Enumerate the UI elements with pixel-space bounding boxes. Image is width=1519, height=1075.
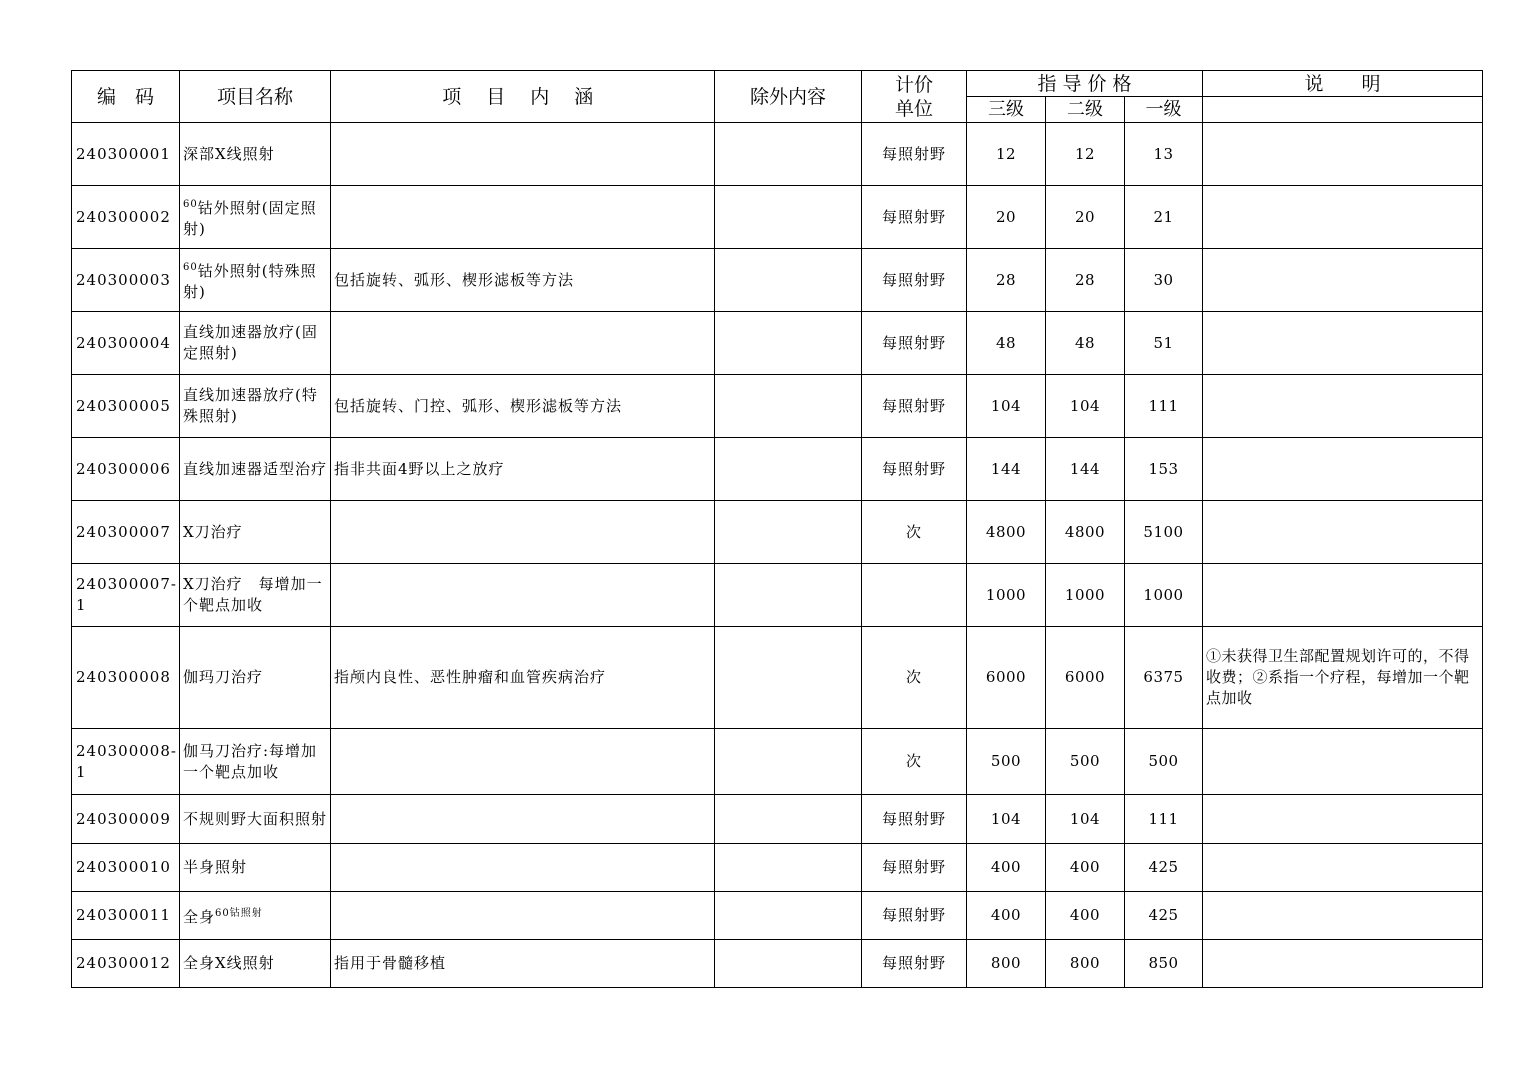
cell-level3: 104	[967, 375, 1046, 438]
cell-name	[180, 795, 331, 844]
cell-code: 240300001	[72, 123, 180, 186]
cell-code: 240300005	[72, 375, 180, 438]
name-text: X刀治疗	[183, 522, 243, 541]
cell-exclusions	[715, 375, 862, 438]
cell-level1: 850	[1125, 940, 1203, 988]
name-superscript: 60	[183, 199, 198, 210]
cell-level1: 153	[1125, 438, 1203, 501]
cell-code: 240300006	[72, 438, 180, 501]
name-superscript: 60	[183, 262, 198, 273]
cell-name	[180, 312, 331, 375]
cell-level2: 6000	[1046, 627, 1125, 729]
cell-level3: 500	[967, 729, 1046, 795]
cell-note	[1203, 564, 1483, 627]
cell-content	[331, 795, 715, 844]
name-text: 直线加速器放疗(固定照射)	[183, 323, 318, 362]
cell-level2: 400	[1046, 844, 1125, 892]
cell-unit: 每照射野	[862, 375, 967, 438]
name-text: 直线加速器适型治疗	[183, 459, 328, 478]
cell-note	[1203, 249, 1483, 312]
cell-note	[1203, 729, 1483, 795]
table-body	[72, 123, 1483, 988]
table-row	[72, 795, 1483, 844]
name-text: 伽马刀治疗:每增加一个靶点加收	[183, 741, 318, 781]
cell-unit: 每照射野	[862, 438, 967, 501]
cell-unit: 每照射野	[862, 186, 967, 249]
cell-note	[1203, 375, 1483, 438]
header-level2: 二级	[1046, 97, 1125, 123]
cell-level2: 104	[1046, 375, 1125, 438]
table-row	[72, 375, 1483, 438]
header-level3: 三级	[967, 97, 1046, 123]
header-code: 编 码	[72, 71, 180, 123]
header-level1: 一级	[1125, 97, 1203, 123]
name-text: 全身	[183, 908, 216, 926]
name-text: X刀治疗 每增加一个靶点加收	[183, 575, 323, 614]
cell-name	[180, 892, 331, 940]
cell-name	[180, 627, 331, 729]
table-row	[72, 627, 1483, 729]
cell-code: 240300010	[72, 844, 180, 892]
header-name: 项目名称	[180, 71, 331, 123]
cell-level3: 20	[967, 186, 1046, 249]
cell-content: 指颅内良性、恶性肿瘤和血管疾病治疗	[331, 627, 715, 729]
cell-content	[331, 186, 715, 249]
cell-exclusions	[715, 186, 862, 249]
cell-code: 240300004	[72, 312, 180, 375]
cell-note	[1203, 123, 1483, 186]
cell-level2: 1000	[1046, 564, 1125, 627]
name-text: 不规则野大面积照射	[183, 809, 328, 828]
cell-exclusions	[715, 892, 862, 940]
cell-unit: 每照射野	[862, 940, 967, 988]
table-row	[72, 892, 1483, 940]
cell-note	[1203, 438, 1483, 501]
cell-content	[331, 844, 715, 892]
cell-level2: 12	[1046, 123, 1125, 186]
cell-level2: 400	[1046, 892, 1125, 940]
cell-level2: 800	[1046, 940, 1125, 988]
cell-level3: 28	[967, 249, 1046, 312]
cell-level1: 51	[1125, 312, 1203, 375]
cell-name	[180, 729, 331, 795]
cell-level2: 144	[1046, 438, 1125, 501]
cell-level2: 28	[1046, 249, 1125, 312]
cell-note	[1203, 940, 1483, 988]
name-text: 伽玛刀治疗	[183, 668, 264, 686]
cell-level1: 6375	[1125, 627, 1203, 729]
cell-exclusions	[715, 501, 862, 564]
cell-unit: 每照射野	[862, 123, 967, 186]
cell-code: 240300007-1	[72, 564, 180, 627]
cell-content	[331, 312, 715, 375]
cell-unit: 每照射野	[862, 795, 967, 844]
cell-code: 240300011	[72, 892, 180, 940]
cell-level1: 30	[1125, 249, 1203, 312]
cell-level2: 500	[1046, 729, 1125, 795]
cell-level3: 4800	[967, 501, 1046, 564]
cell-level3: 144	[967, 438, 1046, 501]
cell-code: 240300002	[72, 186, 180, 249]
header-notes-blank	[1203, 97, 1483, 123]
cell-level1: 500	[1125, 729, 1203, 795]
cell-note	[1203, 312, 1483, 375]
price-table	[71, 70, 1483, 988]
cell-level3: 400	[967, 892, 1046, 940]
cell-exclusions	[715, 844, 862, 892]
name-text: 钴外照射(特殊照射)	[183, 262, 317, 301]
name-text: 钴外照射(固定照射)	[183, 199, 317, 238]
cell-note	[1203, 844, 1483, 892]
name-text: 半身照射	[183, 858, 248, 876]
table-row	[72, 501, 1483, 564]
cell-level1: 21	[1125, 186, 1203, 249]
cell-exclusions	[715, 940, 862, 988]
cell-unit: 每照射野	[862, 844, 967, 892]
cell-content: 包括旋转、门控、弧形、楔形滤板等方法	[331, 375, 715, 438]
cell-name	[180, 438, 331, 501]
cell-note	[1203, 501, 1483, 564]
header-price-group: 指 导 价 格	[967, 71, 1203, 97]
cell-level3: 1000	[967, 564, 1046, 627]
cell-level1: 425	[1125, 892, 1203, 940]
cell-unit: 每照射野	[862, 249, 967, 312]
cell-name	[180, 564, 331, 627]
name-text: 直线加速器放疗(特殊照射)	[183, 386, 318, 425]
cell-code: 240300009	[72, 795, 180, 844]
cell-code: 240300007	[72, 501, 180, 564]
table-row	[72, 249, 1483, 312]
cell-code: 240300008	[72, 627, 180, 729]
cell-level1: 111	[1125, 375, 1203, 438]
header-unit: 计价 单位	[862, 71, 967, 123]
cell-level3: 48	[967, 312, 1046, 375]
cell-level2: 104	[1046, 795, 1125, 844]
name-text: 深部X线照射	[183, 144, 275, 163]
cell-exclusions	[715, 729, 862, 795]
cell-name	[180, 186, 331, 249]
cell-code: 240300012	[72, 940, 180, 988]
header-notes: 说 明	[1203, 71, 1483, 97]
cell-level1: 1000	[1125, 564, 1203, 627]
cell-note	[1203, 892, 1483, 940]
cell-note	[1203, 795, 1483, 844]
table-row	[72, 729, 1483, 795]
name-suffix-superscript: 60钴照射	[215, 908, 263, 919]
cell-code: 240300008-1	[72, 729, 180, 795]
cell-code: 240300003	[72, 249, 180, 312]
table-row	[72, 186, 1483, 249]
cell-unit: 次	[862, 501, 967, 564]
cell-level3: 6000	[967, 627, 1046, 729]
cell-name	[180, 123, 331, 186]
cell-level3: 12	[967, 123, 1046, 186]
cell-exclusions	[715, 249, 862, 312]
cell-level1: 425	[1125, 844, 1203, 892]
table-row	[72, 940, 1483, 988]
cell-level2: 4800	[1046, 501, 1125, 564]
cell-level1: 111	[1125, 795, 1203, 844]
cell-exclusions	[715, 312, 862, 375]
cell-content: 包括旋转、弧形、楔形滤板等方法	[331, 249, 715, 312]
cell-content	[331, 501, 715, 564]
cell-exclusions	[715, 438, 862, 501]
cell-level3: 800	[967, 940, 1046, 988]
cell-exclusions	[715, 123, 862, 186]
cell-content: 指非共面4野以上之放疗	[331, 438, 715, 501]
table-row	[72, 564, 1483, 627]
cell-unit	[862, 564, 967, 627]
cell-name	[180, 375, 331, 438]
cell-unit: 每照射野	[862, 892, 967, 940]
cell-level3: 104	[967, 795, 1046, 844]
cell-content: 指用于骨髓移植	[331, 940, 715, 988]
cell-unit: 次	[862, 627, 967, 729]
cell-exclusions	[715, 627, 862, 729]
cell-content	[331, 892, 715, 940]
cell-level3: 400	[967, 844, 1046, 892]
cell-level1: 5100	[1125, 501, 1203, 564]
cell-level1: 13	[1125, 123, 1203, 186]
cell-content	[331, 123, 715, 186]
cell-content	[331, 729, 715, 795]
name-text: 全身X线照射	[183, 954, 275, 972]
cell-name	[180, 940, 331, 988]
cell-exclusions	[715, 795, 862, 844]
cell-exclusions	[715, 564, 862, 627]
cell-unit: 次	[862, 729, 967, 795]
header-content: 项 目 内 涵	[331, 71, 715, 123]
cell-unit: 每照射野	[862, 312, 967, 375]
cell-level2: 20	[1046, 186, 1125, 249]
cell-content	[331, 564, 715, 627]
cell-name	[180, 249, 331, 312]
table-row	[72, 438, 1483, 501]
cell-note	[1203, 186, 1483, 249]
cell-name	[180, 501, 331, 564]
table-row	[72, 123, 1483, 186]
cell-name	[180, 844, 331, 892]
cell-note: ①未获得卫生部配置规划许可的，不得收费；②系指一个疗程，每增加一个靶点加收	[1203, 627, 1483, 729]
table-row	[72, 844, 1483, 892]
table-row	[72, 312, 1483, 375]
cell-level2: 48	[1046, 312, 1125, 375]
header-exclusions: 除外内容	[715, 71, 862, 123]
